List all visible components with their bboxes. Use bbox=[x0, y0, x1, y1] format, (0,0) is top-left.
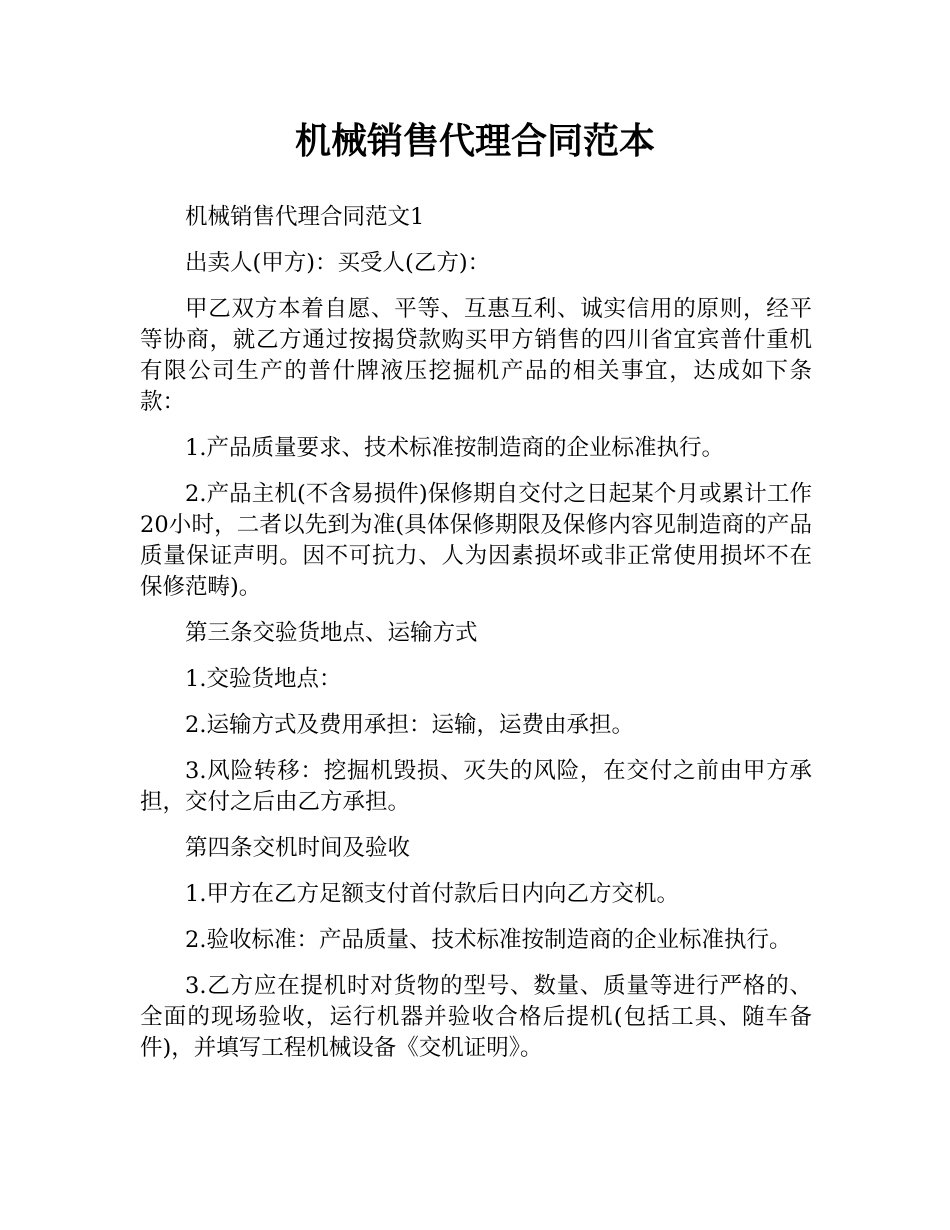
paragraph-transport: 2.运输方式及费用承担：运输，运费由承担。 bbox=[185, 712, 634, 738]
paragraph-heading-sample: 机械销售代理合同范文1 bbox=[185, 204, 425, 230]
paragraph-risk-transfer: 3.风险转移：挖掘机毁损、灭失的风险，在交付之前由甲方承担，交付之后由乙方承担。 bbox=[140, 758, 812, 815]
paragraph-parties: 出卖人(甲方)：买受人(乙方)： bbox=[185, 250, 491, 276]
document-title: 机械销售代理合同范本 bbox=[294, 121, 655, 162]
paragraph-delivery-location: 1.交验货地点： bbox=[185, 666, 342, 692]
paragraph-acceptance-standard: 2.验收标准：产品质量、技术标准按制造商的企业标准执行。 bbox=[185, 927, 792, 953]
paragraph-inspection: 3.乙方应在提机时对货物的型号、数量、质量等进行严格的、全面的现场验收，运行机器并验收合格后提机(包括工具、随车备件)，并填写工程机械设备《交机证明》。 bbox=[140, 973, 812, 1061]
paragraph-warranty: 2.产品主机(不含易损件)保修期自交付之日起某个月或累计工作20小时，二者以先到为准(具体保修期限及保修内容见制造商的产品质量保证声明。因不可抗力、人为因素损坏或非正常使用损坏不在保修范畴)。 bbox=[140, 481, 812, 600]
paragraph-article-3-heading: 第三条交验货地点、运输方式 bbox=[185, 620, 478, 646]
document-body bbox=[140, 202, 812, 1079]
paragraph-delivery-time: 1.甲方在乙方足额支付首付款后日内向乙方交机。 bbox=[185, 881, 679, 907]
paragraph-quality-standard: 1.产品质量要求、技术标准按制造商的企业标准执行。 bbox=[185, 435, 724, 461]
paragraph-preamble: 甲乙双方本着自愿、平等、互惠互利、诚实信用的原则，经平等协商，就乙方通过按揭贷款购买甲方销售的四川省宜宾普什重机有限公司生产的普什牌液压挖掘机产品的相关事宜，达成如下条款： bbox=[140, 296, 812, 415]
paragraph-article-4-heading: 第四条交机时间及验收 bbox=[185, 835, 411, 861]
